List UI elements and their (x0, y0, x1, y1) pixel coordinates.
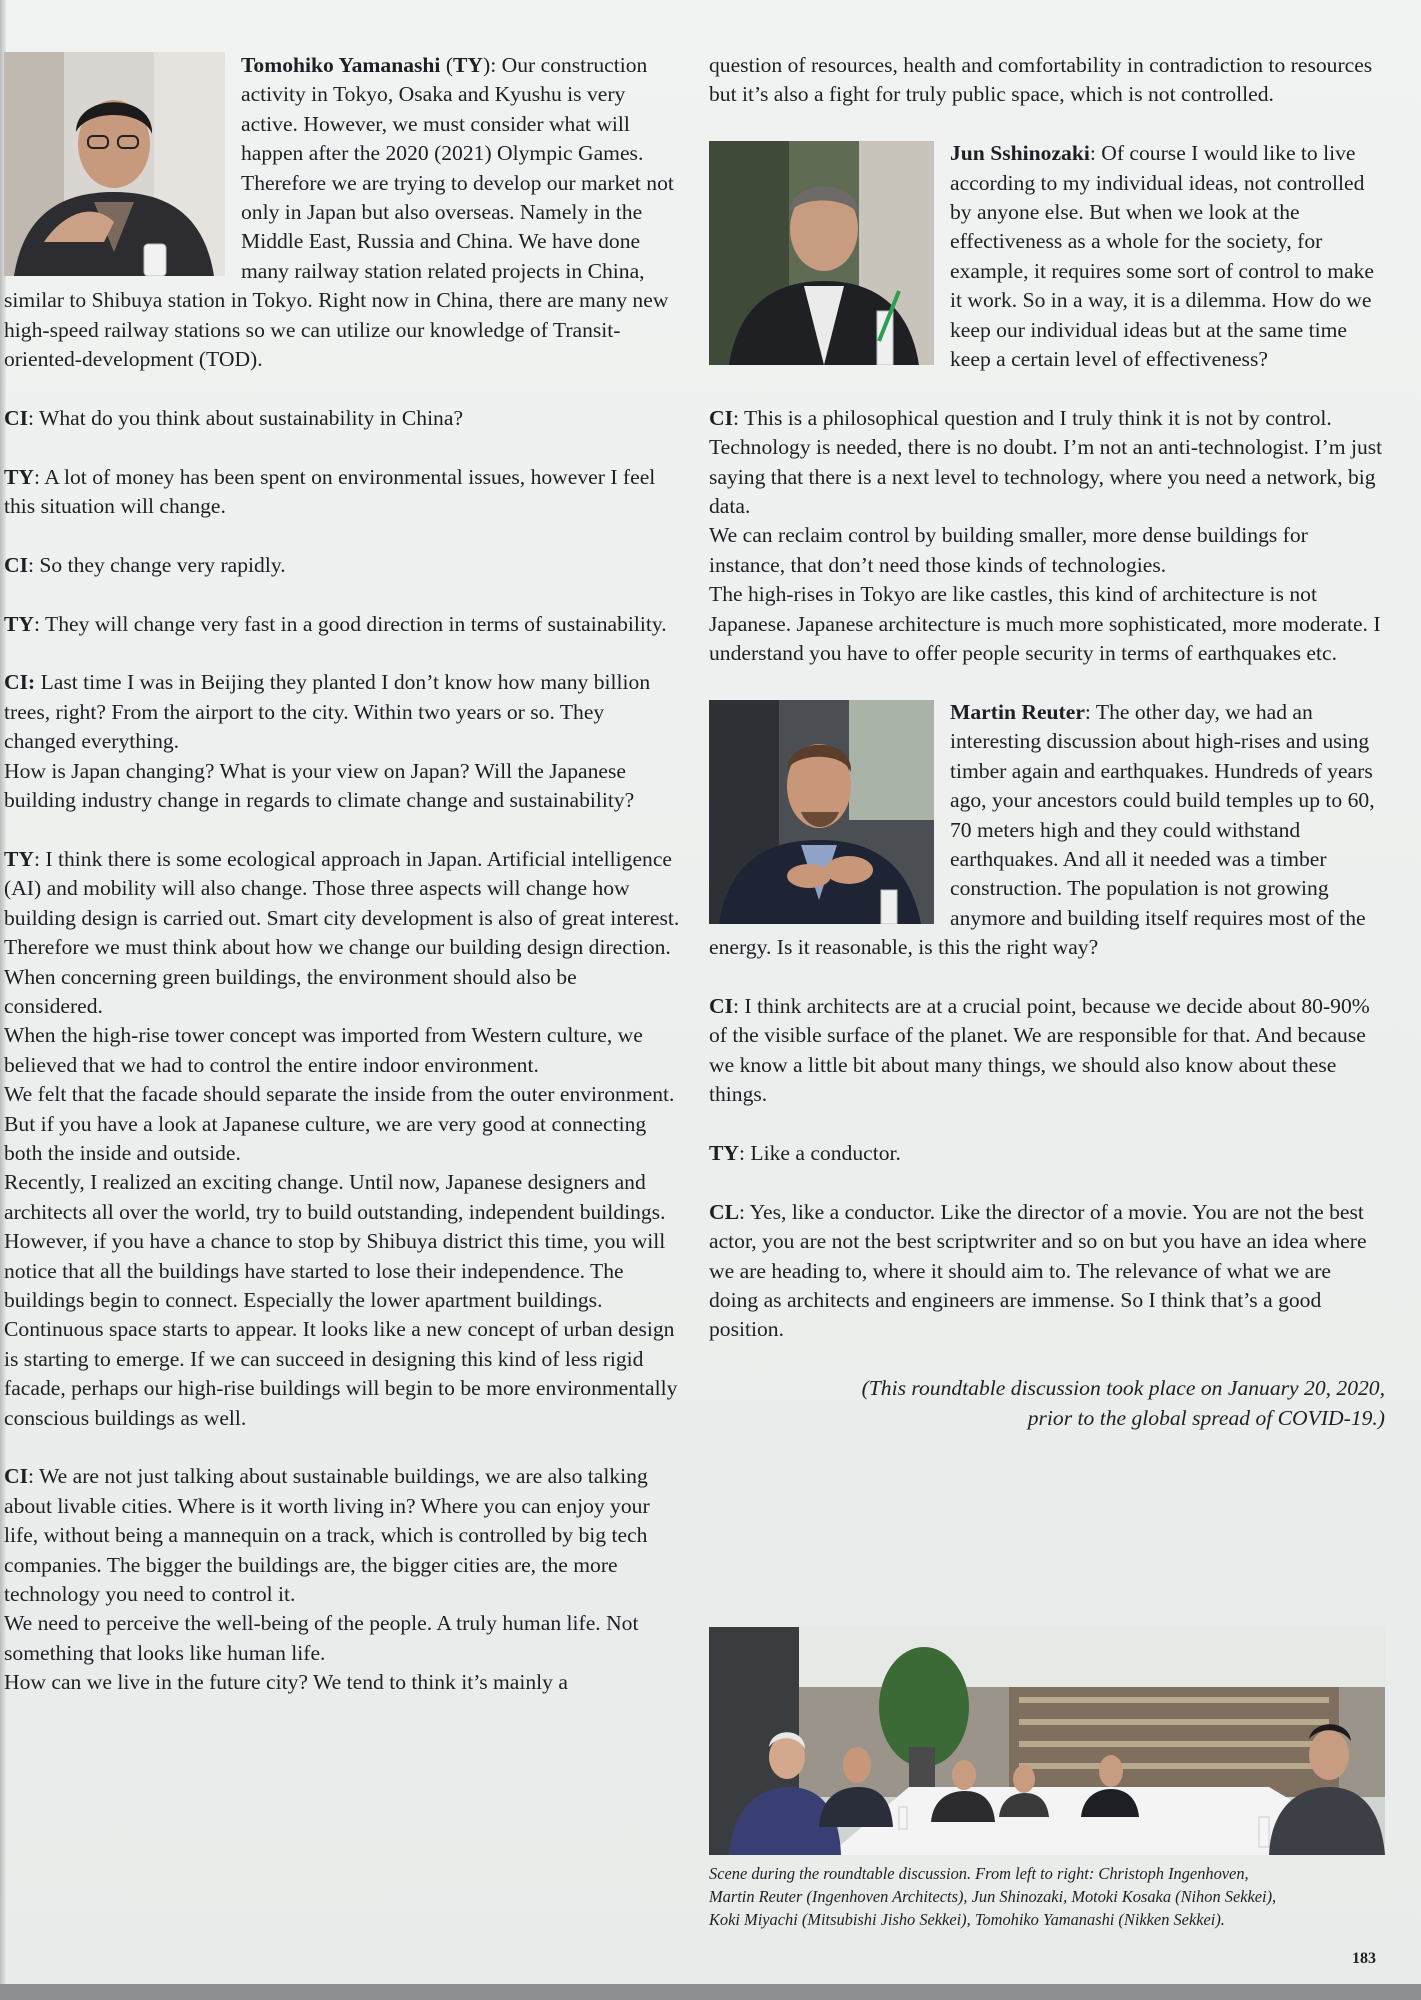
paragraph: CI: I think architects are at a crucial point, because we decide about 80-90% of the visible surface of the planet. We are responsible for that. And because we know a little bit about many things, we should also know about these things. (709, 993, 1370, 1107)
paragraph: How is Japan changing? What is your view on Japan? Will the Japanese building industry change in regards to climate change and sustainability? (4, 758, 635, 813)
paragraph: When the high-rise tower concept was imported from Western culture, we believed that we had to control the entire indoor environment. (4, 1023, 643, 1077)
paragraph: CI: What do you think about sustainability in China? (4, 405, 464, 430)
paragraph: We need to perceive the well-being of the people. A truly human life. Not something that looks like human life. (4, 1611, 639, 1665)
paragraph: CI: So they change very rapidly. (4, 552, 286, 577)
paragraph: We felt that the facade should separate the inside from the outer environment. But if you have a look at Japanese culture, we are very good at connecting both the inside and outside. (4, 1082, 675, 1165)
paragraph: TY: I think there is some ecological approach in Japan. Artificial intelligence (AI) and mobility will also change. Those three aspects will change how building design is carried out. Smart city development is also of great interest. Therefore we must think about how we change our building design direction. (4, 846, 680, 960)
paragraph: How can we live in the future city? We tend to think it’s mainly a (4, 1670, 568, 1695)
paragraph: When concerning green buildings, the environment should also be considered. (4, 964, 577, 1018)
paragraph: The high-rises in Tokyo are like castles, this kind of architecture is not Japanese. Japanese architecture is much more sophisticated, more moderate. I understand you have to offer people security in terms of earthquakes etc. (709, 582, 1381, 666)
paragraph: Jun Sshinozaki: Of course I would like to live according to my individual ideas, not controlled by anyone else. But when we look at the effectiveness as a whole for the society, for example, it requires some sort of control to make it work. So in a way, it is a dilemma. How do we keep our individual ideas but at the same time keep a certain level of effectiveness? (950, 141, 1374, 372)
paragraph: TY: They will change very fast in a good direction in terms of sustainability. (4, 611, 667, 636)
portrait-photo-shinozaki (709, 141, 934, 365)
paragraph: However, if you have a chance to stop by Shibuya district this time, you will notice that all the buildings have started to lose their independence. The buildings begin to connect. Especially the lower apartment buildings. Continuous space starts to appear. It looks like a new concept of urban design is starting to emerge. If we can succeed in designing this kind of less rigid facade, perhaps our high-rise buildings will begin to be more environmentally conscious buildings as well. (4, 1229, 678, 1430)
left-column (4, 51, 680, 1698)
paragraph: CL: Yes, like a conductor. Like the director of a movie. You are not the best actor, you are not the best scriptwriter and so on but you have an idea where we are heading to, where it should aim to. The relevance of what we are doing as architects and engineers are immense. So I think that’s a good position. (709, 1199, 1367, 1342)
page-number: 183 (1352, 1950, 1376, 1967)
speaker-name: Tomohiko Yamanashi (241, 53, 441, 77)
paragraph: CI: Last time I was in Beijing they planted I don’t know how many billion trees, right? From the airport to the city. Within two years or so. They changed everything. (4, 670, 651, 754)
paragraph: CI: This is a philosophical question and I truly think it is not by control. Technology is needed, there is no doubt. I’m not an anti-technologist. I’m just saying that there is a next level to technology, where you need a network, big data. (709, 405, 1383, 519)
paragraph: Recently, I realized an exciting change. Until now, Japanese designers and architects all over the world, try to build outstanding, independent buildings. (4, 1170, 666, 1224)
paragraph: CI: We are not just talking about sustainable buildings, we are also talking about livable cities. Where is it worth living in? Where you can enjoy your life, without being a mannequin on a track, which is controlled by big tech companies. The bigger the buildings are, the bigger cities are, the more technology you need to control it. (4, 1464, 650, 1607)
date-note: (This roundtable discussion took place on January 20, 2020, prior to the global spread of COVID-19.) (861, 1376, 1385, 1430)
paragraph: Martin Reuter: The other day, we had an interesting discussion about high-rises and using timber again and earthquakes. Hundreds of years ago, your ancestors could build temples up to 60, 70 meters high and they could withstand earthquakes. And all it needed was a timber construction. The population is not growing anymore and building itself requires most of the energy. Is it reasonable, is this the right way? (709, 699, 1375, 960)
paragraph: We can reclaim control by building smaller, more dense buildings for instance, that don’t need those kinds of technologies. (709, 523, 1308, 577)
portrait-photo-yamanashi (4, 52, 225, 276)
paragraph-intro: Tomohiko Yamanashi (TY): Our construction activity in Tokyo, Osaka and Kyushu is very active. However, we must consider what will happen after the 2020 (2021) Olympic Games. Therefore we are trying to develop our market not only in Japan but also overseas. Namely in the Middle East, Russia and China. We have done many railway station related projects in China, similar to Shibuya station in Tokyo. Right now in China, there are many new high-speed railway stations so we can utilize our knowledge of Transit-oriented-development (TOD). (4, 53, 674, 372)
right-column (709, 51, 1385, 1433)
portrait-photo-reuter (709, 700, 934, 924)
paragraph: TY: A lot of money has been spent on environmental issues, however I feel this situation will change. (4, 464, 656, 519)
speaker-name: Martin Reuter (950, 699, 1085, 724)
paragraph: question of resources, health and comfortability in contradiction to resources but it’s also a fight for truly public space, which is not controlled. (709, 53, 1373, 107)
photo-caption: Scene during the roundtable discussion. From left to right: Christoph Ingenhoven, Martin Reuter (Ingenhoven Architects), Jun Shinozaki, Motoki Kosaka (Nihon Sekkei), Koki Miyachi (Mitsubishi Jisho Sekkei), Tomohiko Yamanashi (Nikken Sekkei). (709, 1864, 1277, 1929)
speaker-name: Jun Sshinozaki (950, 141, 1090, 166)
paragraph: TY: Like a conductor. (709, 1140, 901, 1165)
page-bottom-edge (0, 1984, 1421, 2000)
roundtable-group-photo (709, 1627, 1385, 1855)
